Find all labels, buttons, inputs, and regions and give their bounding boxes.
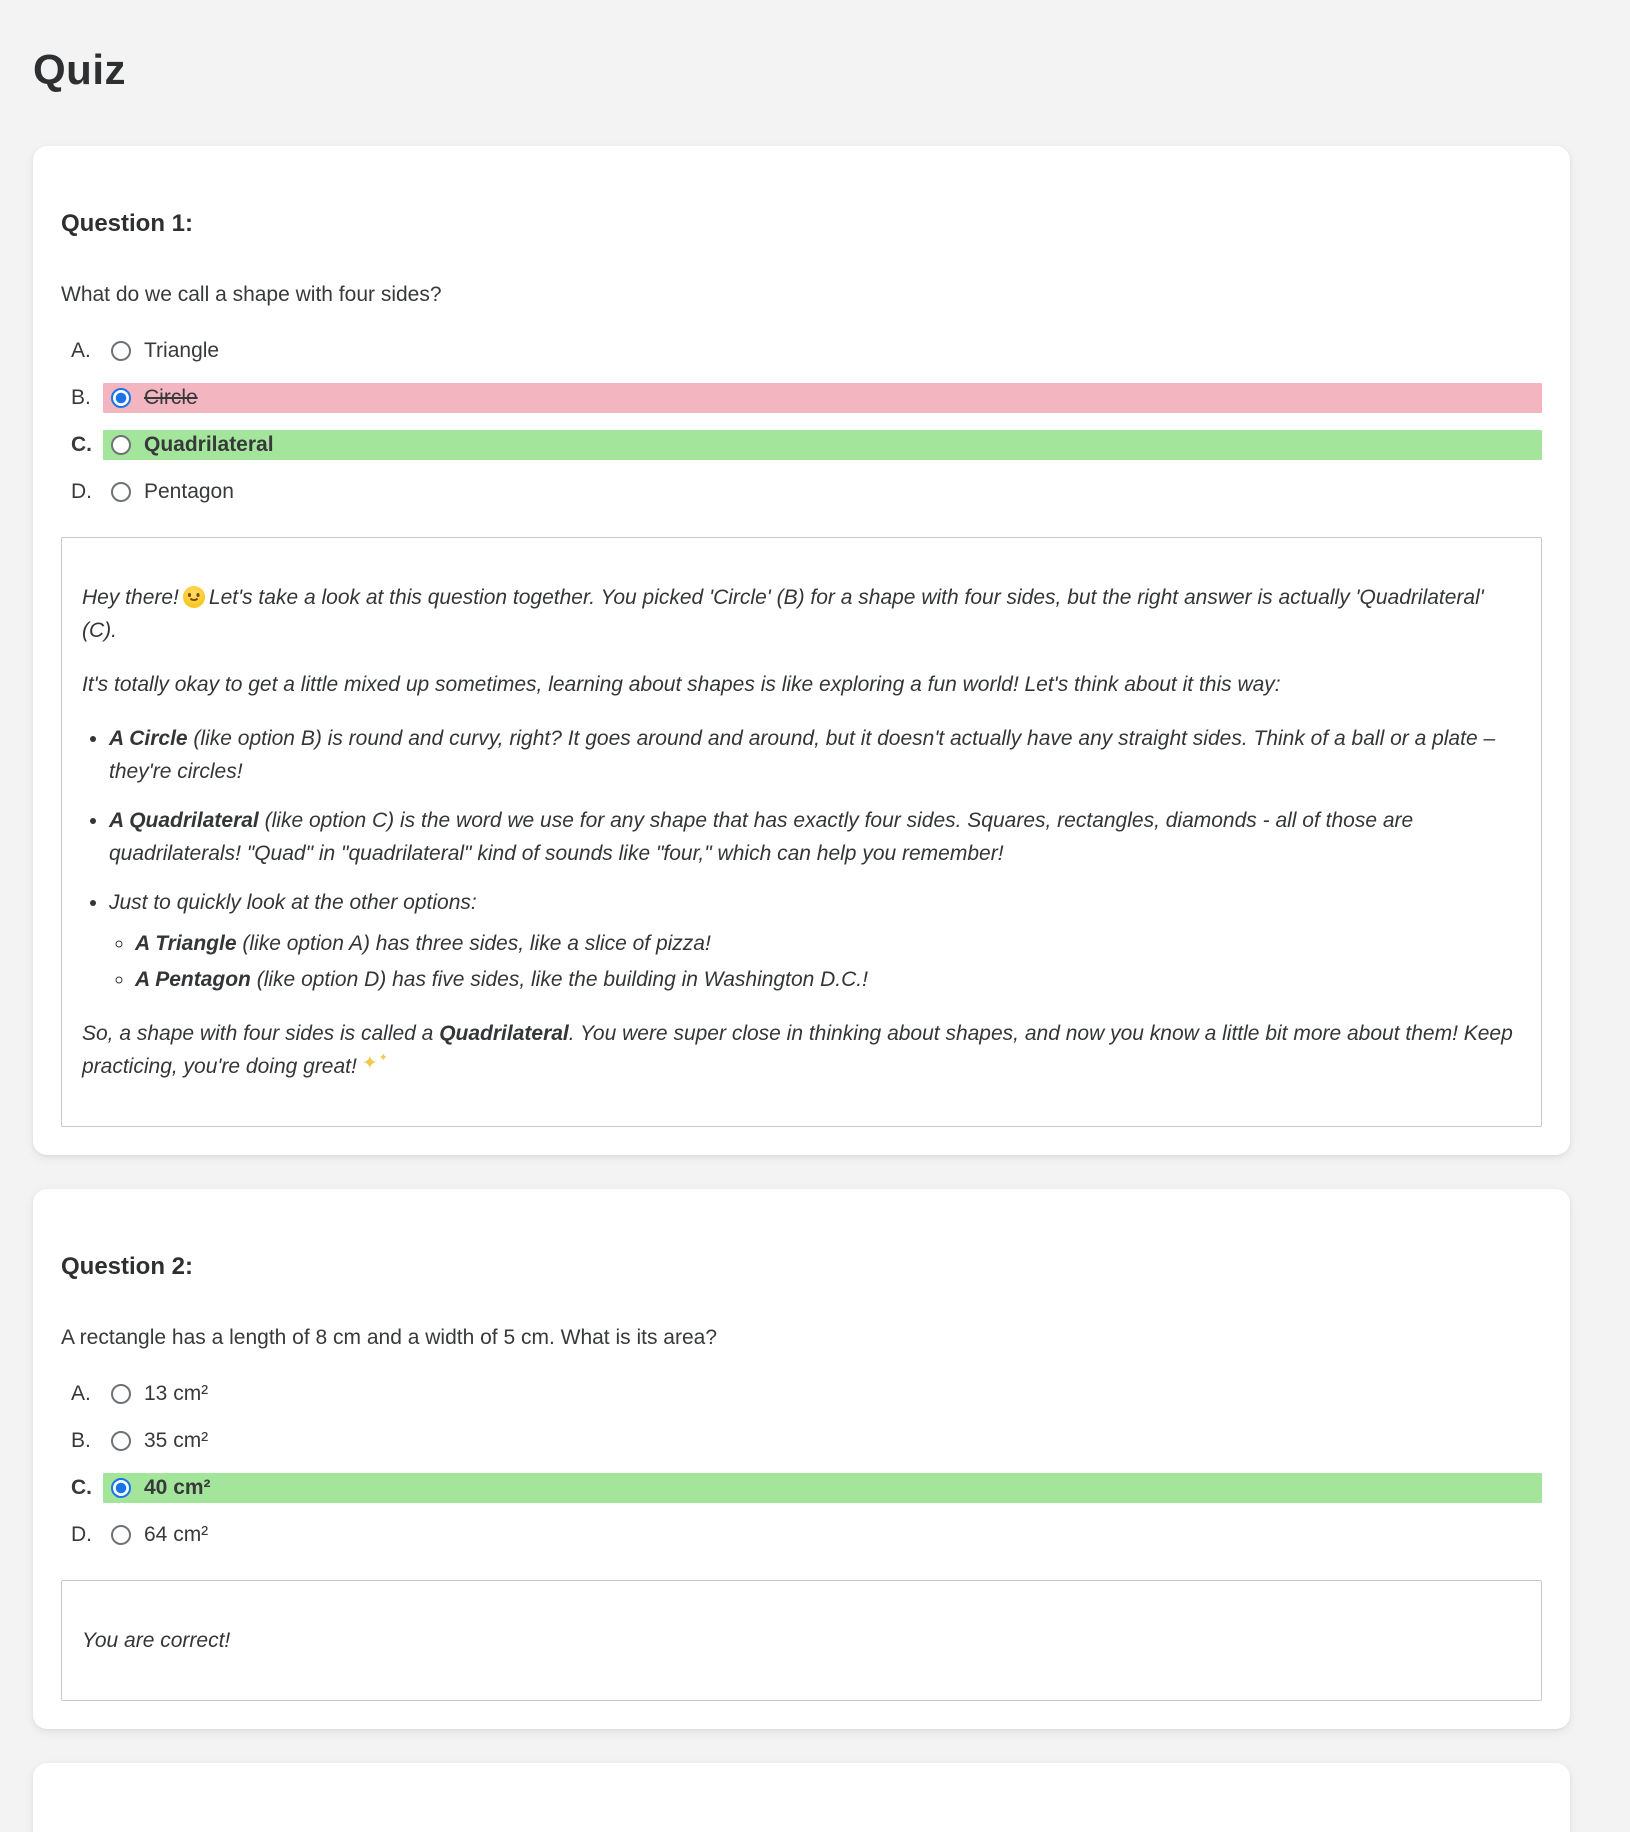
radio-unselected-icon[interactable]	[111, 341, 131, 361]
feedback-text: So, a shape with four sides is called a	[82, 1022, 440, 1045]
feedback-text: (like option B) is round and curvy, right? It goes around and around, but it doesn't actually have any straight sides. Think of a ball or a plate – they're circles!	[109, 727, 1496, 783]
question-2-prompt: A rectangle has a length of 8 cm and a width of 5 cm. What is its area?	[61, 1326, 718, 1349]
feedback-text: Hey there!	[82, 586, 179, 609]
question-1-heading: Question 1:	[61, 210, 194, 237]
option-letter: C.	[71, 1476, 92, 1499]
feedback-paragraph: It's totally okay to get a little mixed up sometimes, learning about shapes is like exploring a fun world! Let's think about it this way:	[82, 673, 1281, 696]
feedback-text: . You were super close in thinking about shapes, and now you know a little bit more about them! Keep practicing, you're doing great!	[82, 1022, 1513, 1078]
option-label: Pentagon	[144, 480, 234, 503]
feedback-bold-text: A Triangle	[135, 932, 237, 955]
option-q2-d[interactable]	[103, 1520, 1542, 1550]
feedback-paragraph	[82, 581, 1521, 647]
option-row-q2-d	[71, 1520, 1542, 1550]
feedback-sub-bullet	[135, 927, 1521, 960]
option-q2-b[interactable]	[103, 1426, 1542, 1456]
option-row-q1-c	[71, 430, 1542, 460]
feedback-text: Let's take a look at this question together. You picked 'Circle' (B) for a shape with four sides, but the right answer is actually 'Quadrilateral' (C).	[82, 586, 1484, 642]
option-q2-c-selected-correct[interactable]	[103, 1473, 1542, 1503]
option-row-q2-a	[71, 1379, 1542, 1409]
feedback-text: (like option D) has five sides, like the building in Washington D.C.!	[250, 968, 868, 991]
question-2-heading: Question 2:	[61, 1253, 194, 1280]
option-letter: D.	[71, 480, 92, 503]
option-label: 40 cm²	[144, 1476, 211, 1499]
option-q1-b-selected-incorrect[interactable]	[103, 383, 1542, 413]
option-row-q2-b	[71, 1426, 1542, 1456]
feedback-bold-text: Quadrilateral	[439, 1022, 569, 1045]
radio-unselected-icon[interactable]	[111, 482, 131, 502]
option-letter: B.	[71, 1429, 91, 1452]
question-2-feedback-box	[61, 1580, 1542, 1701]
question-1-card	[33, 146, 1570, 1155]
option-q1-a[interactable]	[103, 336, 1542, 366]
radio-selected-icon[interactable]	[111, 388, 131, 408]
option-row-q1-d	[71, 477, 1542, 507]
feedback-bold-text: A Pentagon	[135, 968, 251, 991]
question-1-feedback-box	[61, 537, 1542, 1127]
feedback-paragraph	[82, 1017, 1521, 1083]
smiling-face-emoji	[183, 586, 205, 608]
option-label: 64 cm²	[144, 1523, 209, 1546]
option-label: Quadrilateral	[144, 433, 274, 456]
option-label-strikethrough: Circle	[144, 386, 198, 409]
page-title: Quiz	[33, 46, 126, 93]
option-label: 35 cm²	[144, 1429, 209, 1452]
option-q1-d[interactable]	[103, 477, 1542, 507]
feedback-text: (like option C) is the word we use for any shape that has exactly four sides. Squares, rectangles, diamonds - all of those are quadrilaterals! "Quad" in "quadrilateral" kind of sounds like "four," which can help you remember!	[109, 809, 1414, 865]
feedback-sub-bullet-list	[109, 927, 1521, 996]
radio-unselected-icon[interactable]	[111, 435, 131, 455]
question-2-options	[61, 1379, 1542, 1550]
sparkles-emoji	[362, 1051, 388, 1073]
radio-selected-icon[interactable]	[111, 1478, 131, 1498]
feedback-text: Just to quickly look at the other options:	[109, 891, 477, 914]
option-letter: B.	[71, 386, 91, 409]
option-letter: A.	[71, 1382, 91, 1405]
option-row-q2-c	[71, 1473, 1542, 1503]
option-label: 13 cm²	[144, 1382, 209, 1405]
option-letter: A.	[71, 339, 91, 362]
option-letter: D.	[71, 1523, 92, 1546]
feedback-bullet	[109, 886, 1521, 996]
radio-unselected-icon[interactable]	[111, 1384, 131, 1404]
question-1-prompt: What do we call a shape with four sides?	[61, 283, 442, 306]
option-row-q1-a	[71, 336, 1542, 366]
option-q2-a[interactable]	[103, 1379, 1542, 1409]
question-2-card	[33, 1189, 1570, 1729]
radio-unselected-icon[interactable]	[111, 1525, 131, 1545]
question-1-options	[61, 336, 1542, 507]
option-row-q1-b	[71, 383, 1542, 413]
feedback-bullet-list	[82, 722, 1521, 996]
radio-unselected-icon[interactable]	[111, 1431, 131, 1451]
feedback-bold-text: A Quadrilateral	[109, 809, 259, 832]
feedback-bullet	[109, 804, 1521, 870]
option-q1-c-correct-answer[interactable]	[103, 430, 1542, 460]
option-letter: C.	[71, 433, 92, 456]
feedback-text: (like option A) has three sides, like a slice of pizza!	[236, 932, 711, 955]
feedback-paragraph: You are correct!	[82, 1629, 231, 1652]
feedback-bold-text: A Circle	[109, 727, 188, 750]
feedback-sub-bullet	[135, 963, 1521, 996]
feedback-bullet	[109, 722, 1521, 788]
quiz-page	[0, 46, 1630, 1832]
option-label: Triangle	[144, 339, 220, 362]
question-3-card-partial	[33, 1763, 1570, 1832]
